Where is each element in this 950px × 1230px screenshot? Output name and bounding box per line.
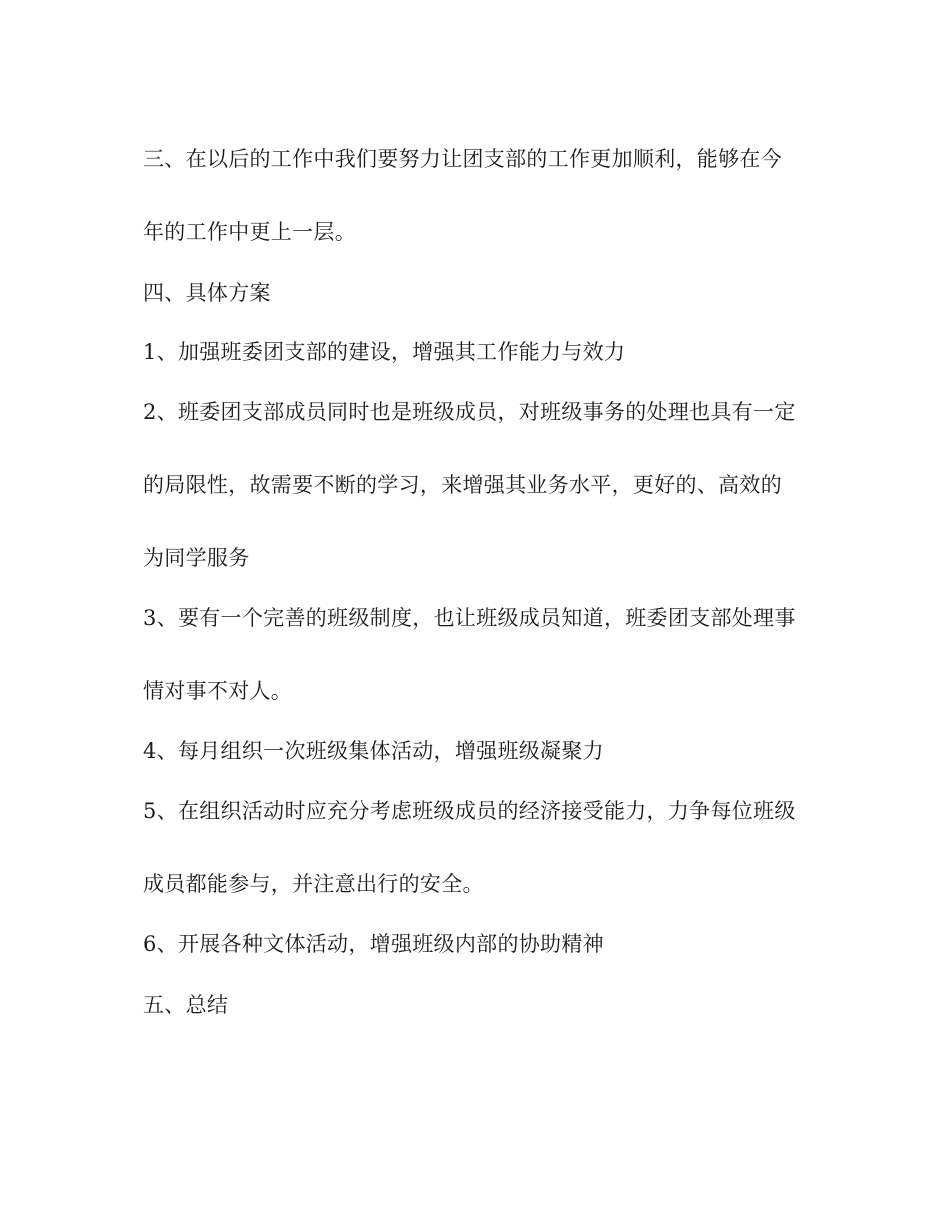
text-line: 情对事不对人。 (143, 679, 293, 703)
section-heading: 五、总结 (143, 993, 229, 1017)
text-line: 的局限性，故需要不断的学习，来增强其业务水平，更好的、高效的 (143, 473, 782, 497)
list-item: 2、班委团支部成员同时也是班级成员，对班级事务的处理也具有一定 (143, 400, 796, 424)
list-item: 1、加强班委团支部的建设，增强其工作能力与效力 (143, 340, 626, 364)
list-item: 5、在组织活动时应充分考虑班级成员的经济接受能力，力争每位班级 (143, 799, 796, 823)
list-item: 3、要有一个完善的班级制度，也让班级成员知道，班委团支部处理事 (143, 606, 796, 630)
list-item: 4、每月组织一次班级集体活动，增强班级凝聚力 (143, 739, 604, 763)
text-line: 年的工作中更上一层。 (143, 220, 356, 244)
text-line: 为同学服务 (143, 546, 250, 570)
text-line: 成员都能参与，并注意出行的安全。 (143, 872, 484, 896)
text-line: 三、在以后的工作中我们要努力让团支部的工作更加顺利，能够在今 (143, 147, 782, 171)
list-item: 6、开展各种文体活动，增强班级内部的协助精神 (143, 932, 604, 956)
section-heading: 四、具体方案 (143, 281, 271, 305)
